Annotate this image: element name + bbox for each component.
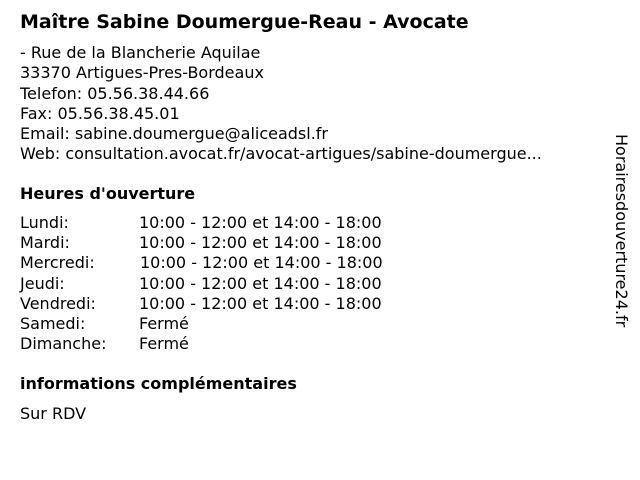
city-address: 33370 Artigues-Pres-Bordeaux xyxy=(20,63,264,83)
hours-heading: Heures d'ouverture xyxy=(20,184,196,203)
time-value: 10:00 - 12:00 et 14:00 - 18:00 xyxy=(139,233,382,253)
website-url: Web: consultation.avocat.fr/avocat-artigues/sabine-doumergue... xyxy=(20,144,542,164)
info-heading: informations complémentaires xyxy=(20,374,297,393)
time-value: 10:00 - 12:00 et 14:00 - 18:00 xyxy=(140,253,383,273)
time-value: 10:00 - 12:00 et 14:00 - 18:00 xyxy=(139,293,382,313)
day-label: Samedi: xyxy=(20,313,86,333)
day-label: Vendredi: xyxy=(20,293,96,313)
time-value: Fermé xyxy=(139,334,189,354)
day-label: Mercredi: xyxy=(20,253,95,273)
watermark-text: Horairesdouverture24.fr xyxy=(612,134,631,328)
site-watermark xyxy=(611,134,631,344)
page-title: Maître Sabine Doumergue-Reau - Avocate xyxy=(20,11,469,33)
time-value: 10:00 - 12:00 et 14:00 - 18:00 xyxy=(139,273,382,293)
time-value: Fermé xyxy=(139,313,189,333)
day-label: Dimanche: xyxy=(20,334,107,354)
day-label: Mardi: xyxy=(20,233,70,253)
info-text: Sur RDV xyxy=(20,404,87,423)
email-address: Email: sabine.doumergue@aliceadsl.fr xyxy=(20,124,329,144)
time-value: 10:00 - 12:00 et 14:00 - 18:00 xyxy=(139,213,382,232)
street-address: - Rue de la Blancherie Aquilae xyxy=(20,43,261,62)
phone-number: Telefon: 05.56.38.44.66 xyxy=(20,83,210,103)
day-label: Jeudi: xyxy=(20,273,65,293)
day-label: Lundi: xyxy=(20,213,69,232)
fax-number: Fax: 05.56.38.45.01 xyxy=(20,103,180,123)
contact-block xyxy=(20,43,542,165)
